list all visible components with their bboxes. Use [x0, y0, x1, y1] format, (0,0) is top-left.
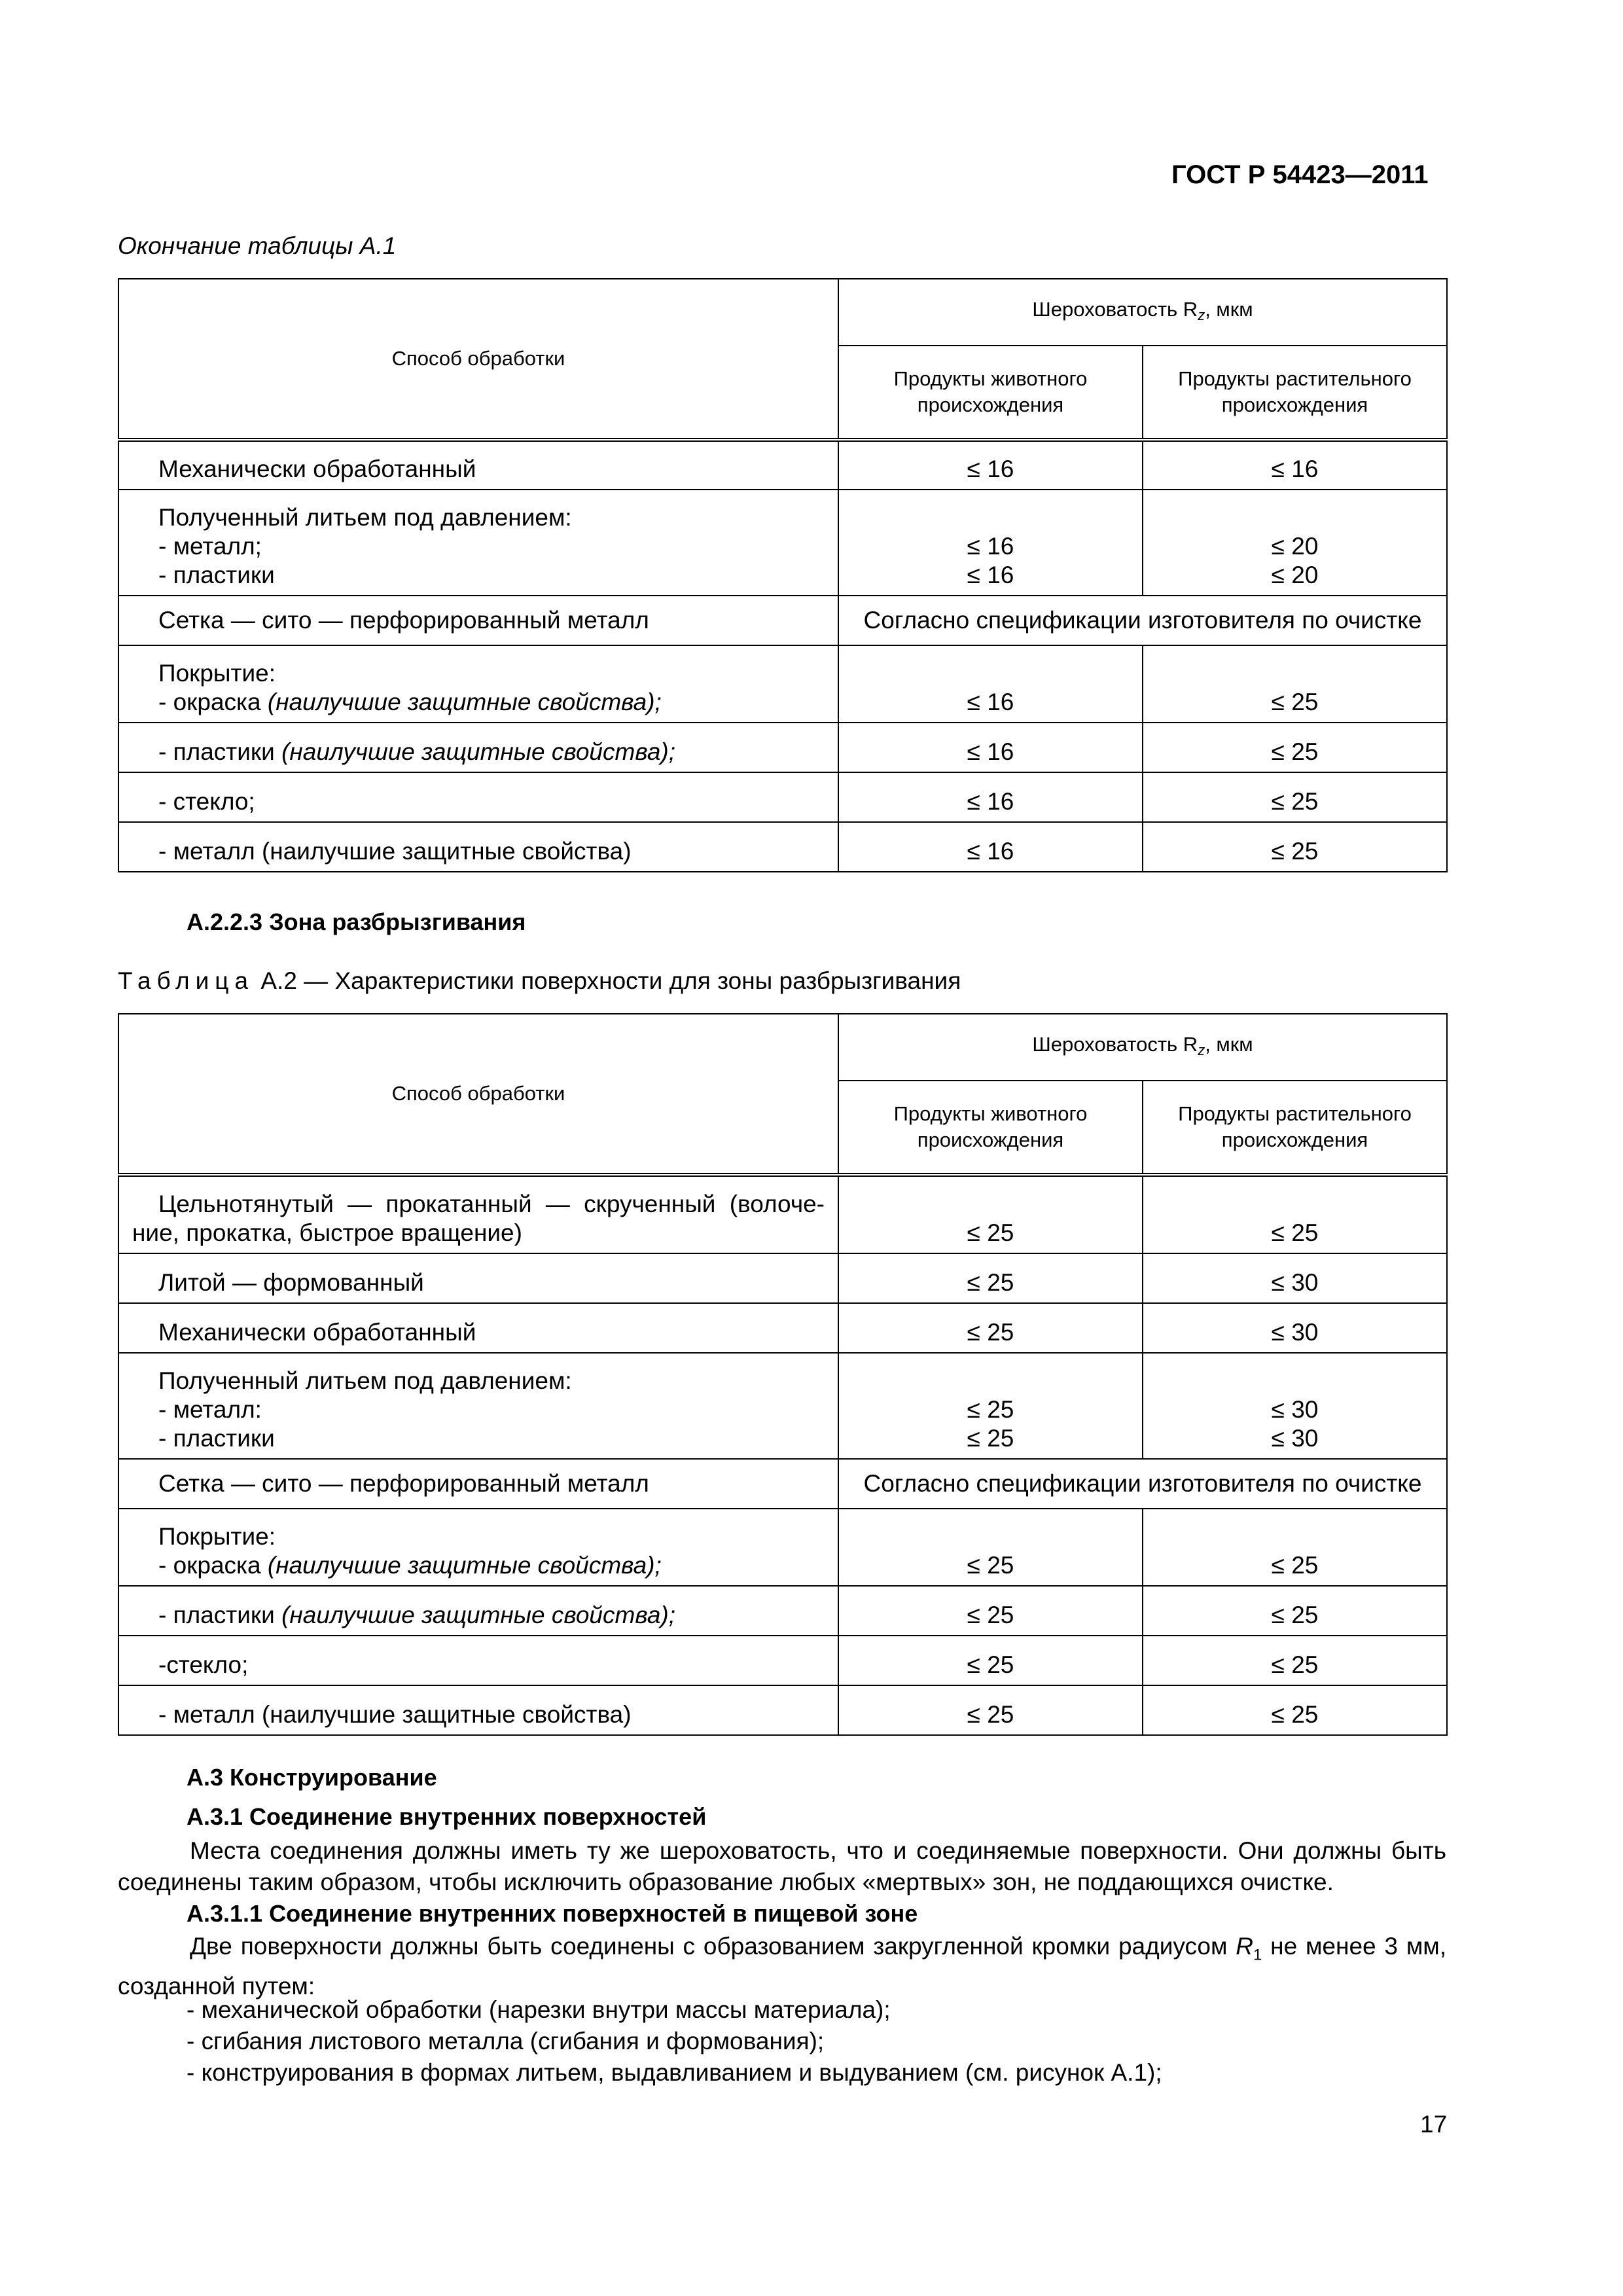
table-a2 — [118, 1013, 1448, 1736]
row-label: -стекло; — [118, 1636, 838, 1685]
section-heading-a311: А.3.1.1 Соединение внутренних поверхностей в пищевой зоне — [187, 1900, 918, 1927]
row-label: Сетка — сито — перфорированный металл — [118, 1459, 838, 1509]
cell-animal: ≤ 25 — [838, 1509, 1143, 1586]
table-row — [118, 596, 1447, 645]
table-row — [118, 1685, 1447, 1735]
table-row — [118, 1353, 1447, 1459]
roughness-subscript: z — [1198, 306, 1205, 323]
row-label: Механически обработанный — [118, 1303, 838, 1353]
cell-spanning: Согласно спецификации изготовителя по очистке — [838, 596, 1447, 645]
table-row — [118, 1586, 1447, 1636]
col-header-animal: Продукты животного происхождения — [838, 346, 1143, 440]
row-label: Литой — формованный — [118, 1253, 838, 1303]
table-row — [118, 490, 1447, 596]
cell-animal: ≤ 16 ≤ 16 — [838, 490, 1143, 596]
row-label: Сетка — сито — перфорированный металл — [118, 596, 838, 645]
row-label: - металл (наилучшие защитные свойства) — [118, 822, 838, 872]
col-header-method: Способ обработки — [118, 1014, 838, 1175]
cell-animal: ≤ 25 — [838, 1175, 1143, 1253]
row-sublabel: - металл; — [158, 533, 262, 560]
cell-plant: ≤ 25 — [1143, 1586, 1447, 1636]
cell-plant: ≤ 25 — [1143, 1636, 1447, 1685]
table-row — [118, 723, 1447, 772]
row-label: Механически обработанный — [118, 440, 838, 490]
row-label: Полученный литьем под давлением: - металл: - пластики — [118, 1353, 838, 1459]
row-label: Покрытие: - окраска (наилучшие защитные свойства); — [118, 1509, 838, 1586]
table-row — [118, 645, 1447, 723]
table-row — [118, 1175, 1447, 1253]
table-a2-caption: Таблица А.2 — Характеристики поверхности для зоны разбрызгивания — [118, 967, 961, 994]
cell-plant: ≤ 25 — [1143, 645, 1447, 723]
list-item: - механической обработки (нарезки внутри массы материала); — [187, 1996, 891, 2023]
cell-plant: ≤ 30 — [1143, 1253, 1447, 1303]
roughness-label: Шероховатость R — [1032, 297, 1198, 321]
col-header-method: Способ обработки — [118, 279, 838, 440]
row-label: - пластики (наилучшие защитные свойства); — [118, 1586, 838, 1636]
page-number: 17 — [1420, 2111, 1448, 2138]
cell-plant: ≤ 30 ≤ 30 — [1143, 1353, 1447, 1459]
cell-plant: ≤ 20 ≤ 20 — [1143, 490, 1447, 596]
cell-animal: ≤ 16 — [838, 645, 1143, 723]
list-item: - конструирования в формах литьем, выдавливанием и выдуванием (см. рисунок А.1); — [187, 2059, 1162, 2086]
section-heading-a223: А.2.2.3 Зона разбрызгивания — [187, 908, 526, 935]
col-header-plant: Продукты растительного происхождения — [1143, 346, 1447, 440]
table-row — [118, 822, 1447, 872]
table-row — [118, 1459, 1447, 1509]
col-header-roughness: Шероховатость $R_z$, мкм — [838, 1014, 1447, 1081]
cell-animal: ≤ 16 — [838, 772, 1143, 822]
section-heading-a3: А.3 Конструирование — [187, 1764, 437, 1791]
table-row — [118, 1636, 1447, 1685]
cell-animal: ≤ 16 — [838, 723, 1143, 772]
list-item: - сгибания листового металла (сгибания и формования); — [187, 2028, 825, 2054]
row-label: Покрытие: - окраска (наилучшие защитные свойства); — [118, 645, 838, 723]
document-number: ГОСТ Р 54423—2011 — [1171, 160, 1429, 189]
col-header-roughness — [838, 279, 1447, 346]
cell-plant: ≤ 16 — [1143, 440, 1447, 490]
cell-animal: ≤ 25 — [838, 1586, 1143, 1636]
paragraph-a311: Две поверхности должны быть соединены с образованием закругленной кромки радиусом $R_1$ не менее 3 мм, созданной путем: — [118, 1933, 1446, 2000]
table-row — [118, 1253, 1447, 1303]
row-label: - пластики (наилучшие защитные свойства); — [118, 723, 838, 772]
table-row — [118, 1303, 1447, 1353]
roughness-unit: , мкм — [1205, 297, 1253, 321]
cell-plant: ≤ 30 — [1143, 1303, 1447, 1353]
cell-animal: ≤ 25 — [838, 1303, 1143, 1353]
cell-animal: ≤ 16 — [838, 440, 1143, 490]
table-row — [118, 1509, 1447, 1586]
row-label: Цельнотянутый — прокатанный — скрученный (волоче- ние, прокатка, быстрое вращение) — [118, 1175, 838, 1253]
cell-spanning: Согласно спецификации изготовителя по очистке — [838, 1459, 1447, 1509]
cell-plant: ≤ 25 — [1143, 822, 1447, 872]
table-row — [118, 772, 1447, 822]
row-label: - стекло; — [118, 772, 838, 822]
cell-plant: ≤ 25 — [1143, 723, 1447, 772]
cell-animal: ≤ 25 ≤ 25 — [838, 1353, 1143, 1459]
cell-plant: ≤ 25 — [1143, 1509, 1447, 1586]
row-label — [118, 490, 838, 596]
table-continuation-caption: Окончание таблицы А.1 — [118, 232, 397, 259]
cell-plant: ≤ 25 — [1143, 1685, 1447, 1735]
col-header-animal: Продукты животного происхождения — [838, 1081, 1143, 1175]
cell-animal: ≤ 25 — [838, 1253, 1143, 1303]
row-label-main: Полученный литьем под давлением: — [158, 504, 572, 531]
row-label: - металл (наилучшие защитные свойства) — [118, 1685, 838, 1735]
cell-plant: ≤ 25 — [1143, 772, 1447, 822]
section-heading-a31: А.3.1 Соединение внутренних поверхностей — [187, 1803, 707, 1830]
cell-plant: ≤ 25 — [1143, 1175, 1447, 1253]
table-row — [118, 440, 1447, 490]
cell-animal: ≤ 25 — [838, 1685, 1143, 1735]
cell-animal: ≤ 25 — [838, 1636, 1143, 1685]
col-header-plant: Продукты растительного происхождения — [1143, 1081, 1447, 1175]
paragraph-a31: Места соединения должны иметь ту же шероховатость, что и соединяемые поверхности. Они должны быть соединены таким образом, чтобы исключить образование любых «мертвых» зон, не поддающихся очистке. — [118, 1837, 1446, 1895]
cell-animal: ≤ 16 — [838, 822, 1143, 872]
table-a1 — [118, 278, 1448, 872]
row-sublabel: - пластики — [158, 562, 275, 588]
